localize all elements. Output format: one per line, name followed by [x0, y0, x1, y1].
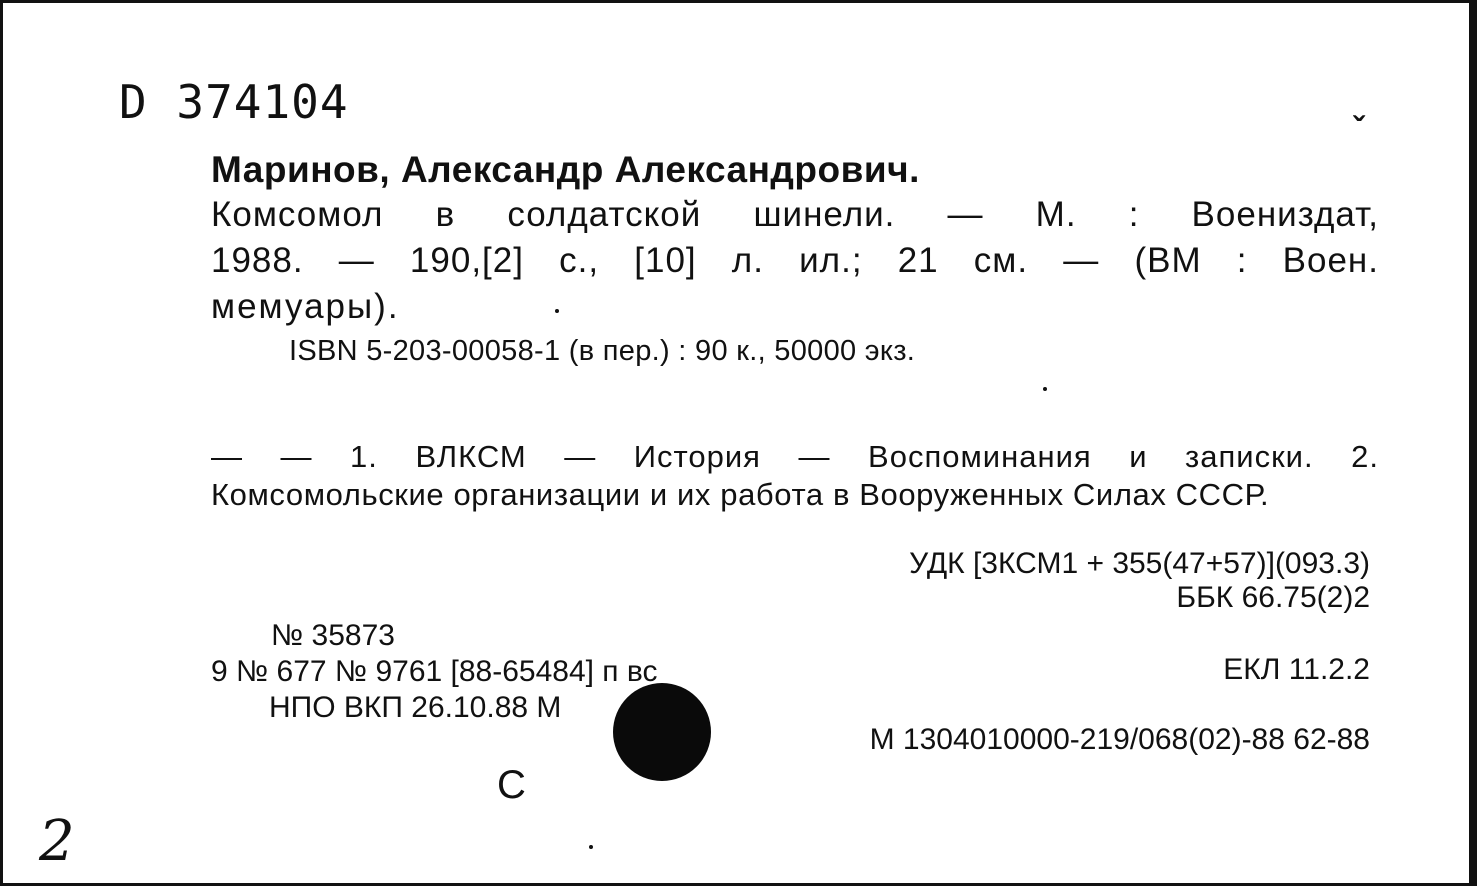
speck	[1043, 387, 1047, 391]
stamp-letter: С	[497, 763, 526, 807]
udc-line: УДК [3КСМ1 + 355(47+57)](093.3)	[909, 547, 1370, 580]
title-line-3: мемуары).	[211, 287, 400, 326]
bbk-line: ББК 66.75(2)2	[1176, 581, 1370, 614]
speck	[589, 845, 593, 849]
call-number: D 374104	[119, 75, 349, 129]
publisher-line: НПО ВКП 26.10.88 М	[269, 691, 562, 724]
isbn-line: ISBN 5-203-00058-1 (в пер.) : 90 к., 50000 экз.	[289, 335, 916, 367]
registration-number: № 35873	[271, 619, 395, 652]
handwritten-mark: 2	[39, 809, 75, 874]
code-line: М 1304010000-219/068(02)-88 62-88	[869, 723, 1370, 756]
ink-blot	[613, 683, 711, 781]
author-heading: Маринов, Александр Александрович.	[211, 149, 920, 190]
subjects-line-2: Комсомольские организации и их работа в Вооруженных Силах СССР.	[211, 477, 1270, 512]
subjects-line-1: — — 1. ВЛКСМ — История — Воспоминания и записки. 2.	[211, 439, 1379, 474]
ekl-line: ЕКЛ 11.2.2	[1223, 653, 1370, 686]
title-line-2: 1988. — 190,[2] с., [10] л. ил.; 21 см. — (ВМ : Воен.	[211, 241, 1379, 280]
corner-mark: ˇ	[1353, 111, 1365, 149]
title-line-1: Комсомол в солдатской шинели. — М. : Воениздат,	[211, 195, 1379, 234]
speck	[555, 309, 559, 313]
order-line: 9 № 677 № 9761 [88-65484] п вс	[211, 655, 658, 688]
